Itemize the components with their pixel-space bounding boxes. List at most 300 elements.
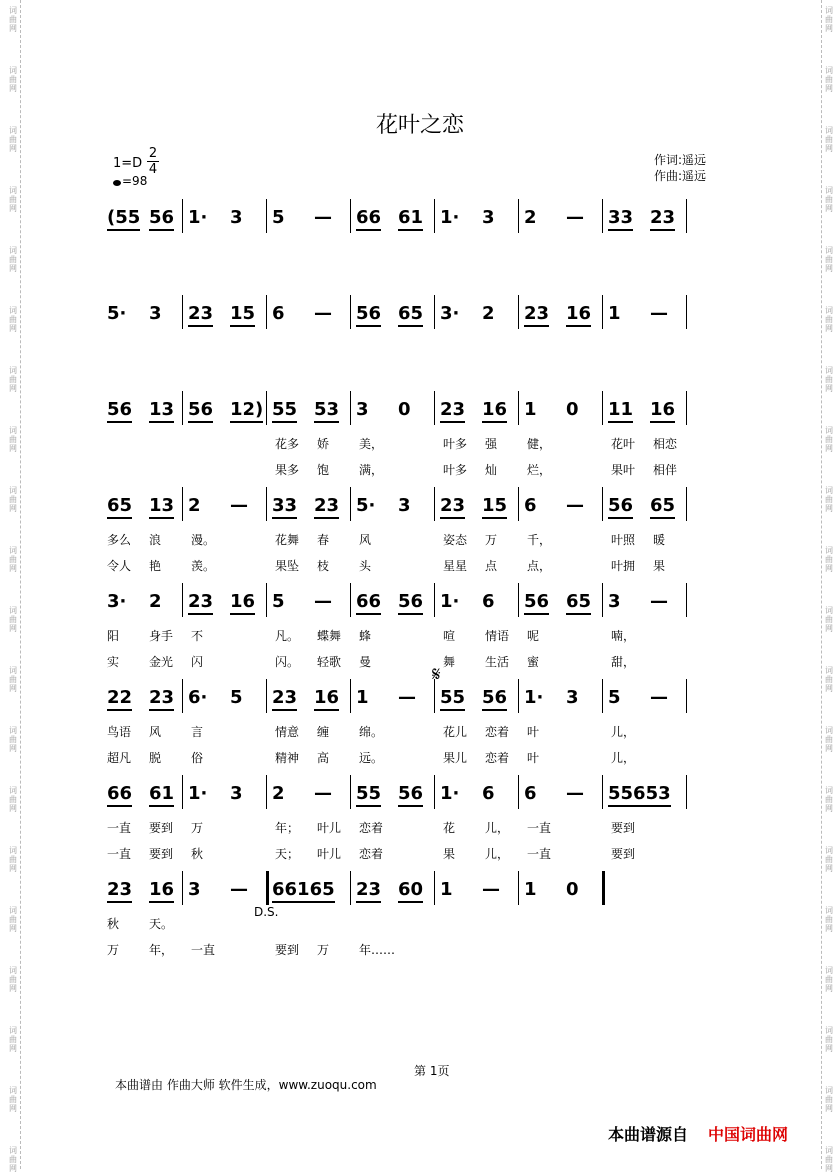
lyric: 叶 (527, 751, 540, 765)
note: — (650, 591, 668, 612)
lyric: 相伴 (653, 463, 678, 477)
lyric: 点 (485, 559, 498, 573)
watermark-text: 词 曲 网 (9, 306, 17, 333)
bar-line (434, 583, 435, 617)
bar-line (686, 583, 687, 617)
note: 11 (608, 399, 633, 423)
lyric: 枝 (317, 559, 330, 573)
lyric: 轻歌 (317, 655, 342, 669)
lyric: 果 (653, 559, 666, 573)
watermark-text: 词 曲 网 (9, 1146, 17, 1173)
lyric: 曼 (359, 655, 372, 669)
watermark-text: 词 曲 网 (9, 666, 17, 693)
note: 5 (608, 687, 621, 708)
note: 15 (230, 303, 255, 327)
key-signature: 1=D (113, 156, 143, 171)
note: 16 (482, 399, 507, 423)
lyric: 实 (107, 655, 120, 669)
lyric: 灿 (485, 463, 498, 477)
note: 12) (230, 399, 263, 423)
note: 6 (272, 303, 285, 324)
lyric: 远。 (359, 751, 384, 765)
bar-line (434, 295, 435, 329)
note: 65 (650, 495, 675, 519)
lyric: 风 (359, 533, 372, 547)
song-title: 花叶之恋 (375, 113, 464, 138)
lyric: 万 (485, 533, 498, 547)
note: 1 (440, 879, 453, 900)
lyric: 天； (275, 847, 300, 861)
note: 1 (356, 687, 369, 708)
watermark-text: 词 曲 网 (9, 546, 17, 573)
lyric: 浪 (149, 533, 162, 547)
note: 2 (149, 591, 162, 612)
watermark-text: 词 曲 网 (825, 246, 833, 273)
note: 66165 (272, 879, 335, 903)
note: — (650, 303, 668, 324)
note: 2 (272, 783, 285, 804)
note: 3 (608, 591, 621, 612)
score-row (0, 591, 840, 687)
bar-line (266, 679, 267, 713)
note: 66 (356, 591, 381, 615)
note: 5 (272, 591, 285, 612)
note: 3 (188, 879, 201, 900)
note: 23 (188, 591, 213, 615)
page-number: 第 1页 (414, 1064, 450, 1078)
score-row (0, 879, 840, 975)
note: 16 (230, 591, 255, 615)
note: — (650, 687, 668, 708)
lyric: 蜜 (527, 655, 540, 669)
bar-line (182, 391, 183, 425)
watermark-text: 词 曲 网 (9, 966, 17, 993)
note: 56 (524, 591, 549, 615)
bar-line (686, 679, 687, 713)
watermark-text: 词 曲 网 (9, 1086, 17, 1113)
note: — (314, 783, 332, 804)
bar-line (686, 487, 687, 521)
watermark-text: 词 曲 网 (9, 846, 17, 873)
note: — (566, 783, 584, 804)
bar-line (434, 775, 435, 809)
lyric: 暖 (653, 533, 666, 547)
lyric: 羡。 (191, 559, 216, 573)
note: 23 (272, 687, 297, 711)
watermark-text: 词 曲 网 (825, 966, 833, 993)
watermark-text: 词 曲 网 (9, 726, 17, 753)
note: 5· (107, 303, 127, 324)
note: 23 (440, 495, 465, 519)
lyric: 果多 (275, 463, 300, 477)
note: 3· (107, 591, 127, 612)
lyric: 生活 (485, 655, 510, 669)
note: 2 (482, 303, 495, 324)
note: 2 (524, 207, 537, 228)
lyric: 花多 (275, 437, 300, 451)
lyric: 花 (443, 821, 456, 835)
note: 5 (230, 687, 243, 708)
note: 0 (566, 879, 579, 900)
bar-line (518, 871, 519, 905)
watermark-text: 词 曲 网 (825, 546, 833, 573)
note: 23 (149, 687, 174, 711)
lyric: 一直 (191, 943, 216, 957)
note: 66 (107, 783, 132, 807)
lyric: 果儿 (443, 751, 468, 765)
bar-line (518, 775, 519, 809)
watermark-text: 词 曲 网 (825, 786, 833, 813)
bar-line (602, 583, 603, 617)
bar-line (434, 391, 435, 425)
lyric: 精神 (275, 751, 300, 765)
lyric: 天。 (149, 917, 174, 931)
note: 6 (482, 783, 495, 804)
note: 3 (566, 687, 579, 708)
lyric: 喃， (611, 629, 636, 643)
watermark-text: 词 曲 网 (9, 246, 17, 273)
lyric: 强 (485, 437, 498, 451)
lyric: 漫。 (191, 533, 216, 547)
note: 60 (398, 879, 423, 903)
lyric: 超凡 (107, 751, 132, 765)
note: 1· (188, 207, 208, 228)
watermark-text: 词 曲 网 (825, 366, 833, 393)
lyric: 叶照 (611, 533, 636, 547)
score-row (0, 687, 840, 783)
note: 6 (482, 591, 495, 612)
lyric: 缠 (317, 725, 330, 739)
bar-line (182, 487, 183, 521)
lyric: 花叶 (611, 437, 636, 451)
note: 3 (149, 303, 162, 324)
watermark-text: 词 曲 网 (825, 1026, 833, 1053)
lyric: 鸟语 (107, 725, 132, 739)
lyric: 恋着 (485, 751, 510, 765)
bar-line (518, 391, 519, 425)
lyric: 果 (443, 847, 456, 861)
watermark-text: 词 曲 网 (825, 6, 833, 33)
note: 56 (398, 591, 423, 615)
watermark-text: 词 曲 网 (9, 786, 17, 813)
lyric: 叶儿 (317, 847, 342, 861)
lyric: 叶 (527, 725, 540, 739)
lyric: 果叶 (611, 463, 636, 477)
lyric: 恋着 (359, 821, 384, 835)
lyric: 姿态 (443, 533, 468, 547)
watermark-text: 词 曲 网 (825, 666, 833, 693)
bar-line (182, 295, 183, 329)
lyric: 年…… (359, 943, 396, 957)
watermark-text: 词 曲 网 (9, 486, 17, 513)
lyric: 绵。 (359, 725, 384, 739)
watermark-text: 词 曲 网 (825, 306, 833, 333)
note: 55 (356, 783, 381, 807)
note: 5· (356, 495, 376, 516)
lyric: 呢 (527, 629, 540, 643)
note: — (566, 495, 584, 516)
note: 65 (398, 303, 423, 327)
note: 3 (482, 207, 495, 228)
note: — (314, 303, 332, 324)
note: 6 (524, 783, 537, 804)
bar-line (350, 871, 351, 905)
watermark-text: 词 曲 网 (825, 126, 833, 153)
bar-line (518, 295, 519, 329)
note: 1· (440, 591, 460, 612)
note: 1· (524, 687, 544, 708)
lyric: 果坠 (275, 559, 300, 573)
watermark-text: 词 曲 网 (9, 366, 17, 393)
bar-line (686, 775, 687, 809)
segno-icon: 𝄋 (432, 662, 441, 686)
bar-line (686, 199, 687, 233)
note: 0 (398, 399, 411, 420)
lyric: 令人 (107, 559, 132, 573)
watermark-text: 词 曲 网 (825, 1146, 833, 1173)
score-row (0, 495, 840, 591)
lyric: 叶儿 (317, 821, 342, 835)
lyric: 闪。 (275, 655, 300, 669)
note: 56 (482, 687, 507, 711)
lyric: 叶多 (443, 463, 468, 477)
lyric: 年； (275, 821, 300, 835)
score-row (0, 783, 840, 879)
note: 55 (440, 687, 465, 711)
note: 1 (524, 399, 537, 420)
lyric: 春 (317, 533, 330, 547)
watermark-text: 词 曲 网 (825, 906, 833, 933)
watermark-text: 词 曲 网 (825, 726, 833, 753)
lyric: 言 (191, 725, 204, 739)
bar-line (350, 295, 351, 329)
lyric: 叶拥 (611, 559, 636, 573)
lyric: 高 (317, 751, 330, 765)
note: 56 (107, 399, 132, 423)
note: 33 (608, 207, 633, 231)
lyric: 娇 (317, 437, 330, 451)
note: (55 (107, 207, 140, 231)
lyric: 凡。 (275, 629, 300, 643)
lyric: 一直 (527, 847, 552, 861)
bar-line (602, 871, 605, 905)
bar-line (266, 199, 267, 233)
note: 23 (107, 879, 132, 903)
lyric: 秋 (107, 917, 120, 931)
bar-line (182, 871, 183, 905)
watermark-text: 词 曲 网 (9, 906, 17, 933)
bar-line (518, 199, 519, 233)
lyric: 星星 (443, 559, 468, 573)
watermark-text: 词 曲 网 (825, 1086, 833, 1113)
note: 3· (440, 303, 460, 324)
bar-line (350, 487, 351, 521)
note: 16 (314, 687, 339, 711)
lyric: 头 (359, 559, 372, 573)
lyric: 甜， (611, 655, 636, 669)
note: 13 (149, 495, 174, 519)
note: 1· (188, 783, 208, 804)
note: 0 (566, 399, 579, 420)
lyric: 阳 (107, 629, 120, 643)
ds-mark: D.S. (254, 905, 279, 919)
note: 23 (524, 303, 549, 327)
watermark-text: 词 曲 网 (825, 486, 833, 513)
note: 1 (608, 303, 621, 324)
note: 1· (440, 207, 460, 228)
quarter-note-icon (113, 180, 121, 186)
bar-line (182, 199, 183, 233)
note: 1 (524, 879, 537, 900)
bar-line (518, 583, 519, 617)
time-sig-top: 2 (148, 146, 158, 161)
note: 23 (314, 495, 339, 519)
lyric: 情意 (275, 725, 300, 739)
note: 23 (188, 303, 213, 327)
note: 56 (188, 399, 213, 423)
note: 33 (272, 495, 297, 519)
note: — (230, 495, 248, 516)
score-row (0, 207, 840, 303)
note: 6 (524, 495, 537, 516)
watermark-text: 词 曲 网 (825, 186, 833, 213)
note: 13 (149, 399, 174, 423)
time-sig-bottom: 4 (148, 162, 158, 177)
bar-line (602, 391, 603, 425)
bar-line (350, 391, 351, 425)
bar-line (602, 775, 603, 809)
lyric: 美， (359, 437, 384, 451)
lyric: 舞 (443, 655, 456, 669)
source-site: 中国词曲网 (708, 1125, 789, 1144)
note: — (230, 879, 248, 900)
score-row (0, 399, 840, 495)
note: — (566, 207, 584, 228)
note: 3 (230, 207, 243, 228)
note: 22 (107, 687, 132, 711)
lyric: 一直 (527, 821, 552, 835)
lyric: 相恋 (653, 437, 678, 451)
bar-line (350, 775, 351, 809)
bar-line (686, 391, 687, 425)
lyric: 健， (527, 437, 552, 451)
generator-note: 本曲谱由 作曲大师 软件生成，www.zuoqu.com (115, 1078, 377, 1092)
source-attribution (608, 1122, 788, 1145)
lyric: 蜂 (359, 629, 372, 643)
lyric: 叶多 (443, 437, 468, 451)
bar-line (350, 199, 351, 233)
bar-line (602, 199, 603, 233)
note: 53 (314, 399, 339, 423)
lyric: 烂， (527, 463, 552, 477)
note: 56 (149, 207, 174, 231)
lyric: 儿， (485, 847, 510, 861)
note: 55 (272, 399, 297, 423)
note: — (314, 207, 332, 228)
lyric: 风 (149, 725, 162, 739)
composer: 作曲:遥远 (654, 169, 707, 183)
note: 1· (440, 783, 460, 804)
lyric: 要到 (149, 847, 174, 861)
note: 2 (188, 495, 201, 516)
lyric: 闪 (191, 655, 204, 669)
note: 16 (566, 303, 591, 327)
watermark-text: 词 曲 网 (825, 606, 833, 633)
note: — (398, 687, 416, 708)
lyric: 花儿 (443, 725, 468, 739)
lyric: 情语 (485, 629, 510, 643)
bar-line (182, 775, 183, 809)
lyric: 金光 (149, 655, 174, 669)
lyric: 要到 (149, 821, 174, 835)
note: 56 (398, 783, 423, 807)
lyric: 蝶舞 (317, 629, 342, 643)
tempo-mark (113, 174, 147, 188)
note: 3 (398, 495, 411, 516)
bar-line (350, 583, 351, 617)
watermark-text: 词 曲 网 (9, 6, 17, 33)
note: 23 (650, 207, 675, 231)
lyric: 点， (527, 559, 552, 573)
time-signature (147, 146, 159, 177)
lyric: 儿， (611, 725, 636, 739)
lyric: 饱 (317, 463, 330, 477)
bar-line (518, 679, 519, 713)
note: 15 (482, 495, 507, 519)
note: 5 (272, 207, 285, 228)
lyric: 要到 (611, 821, 636, 835)
bar-line (266, 295, 267, 329)
lyric: 千， (527, 533, 552, 547)
lyric: 身手 (149, 629, 174, 643)
bar-line (434, 871, 435, 905)
note: 55653 (608, 783, 671, 807)
lyric: 恋着 (485, 725, 510, 739)
lyric: 年， (149, 943, 174, 957)
watermark-text: 词 曲 网 (9, 66, 17, 93)
lyric: 要到 (611, 847, 636, 861)
lyric: 脱 (149, 751, 162, 765)
score-row (0, 303, 840, 399)
note: 16 (650, 399, 675, 423)
note: 6· (188, 687, 208, 708)
note: 65 (566, 591, 591, 615)
note: 61 (149, 783, 174, 807)
bar-line (182, 583, 183, 617)
lyricist: 作词:遥远 (654, 153, 707, 167)
lyric: 喧 (443, 629, 456, 643)
bar-line (182, 679, 183, 713)
lyric: 艳 (149, 559, 162, 573)
bar-line (602, 295, 603, 329)
bar-line (266, 583, 267, 617)
note: 3 (356, 399, 369, 420)
lyric: 恋着 (359, 847, 384, 861)
watermark-text: 词 曲 网 (9, 126, 17, 153)
lyric: 儿， (611, 751, 636, 765)
bar-line (602, 487, 603, 521)
lyric: 儿， (485, 821, 510, 835)
bar-line (434, 199, 435, 233)
note: 65 (107, 495, 132, 519)
note: 23 (440, 399, 465, 423)
bar-line (266, 391, 267, 425)
lyric: 俗 (191, 751, 204, 765)
lyric: 要到 (275, 943, 300, 957)
watermark-text: 词 曲 网 (9, 426, 17, 453)
lyric: 秋 (191, 847, 204, 861)
note: 16 (149, 879, 174, 903)
